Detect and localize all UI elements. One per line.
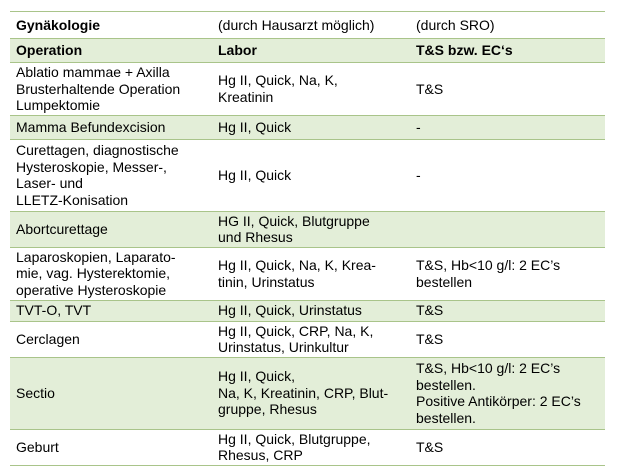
operation-cell [10, 321, 212, 357]
ts-cell [410, 139, 605, 211]
table-row [10, 247, 605, 300]
header-labor: Labor [212, 39, 410, 63]
cell-line: gruppe, Rhesus [218, 401, 317, 418]
cell-line: operative Hysteroskopie [16, 281, 167, 298]
cell-line: Hg II, Quick [218, 166, 292, 183]
cell-line: Kreatinin [218, 88, 274, 105]
table-row [10, 429, 605, 465]
cell-line: Na, K, Kreatinin, CRP, Blut- [218, 384, 389, 401]
operation-cell [10, 211, 212, 247]
cell-line: TVT-O, TVT [16, 302, 92, 319]
cell-line: Ablatio mammae + Axilla [16, 64, 170, 80]
labor-cell [212, 247, 410, 300]
operation-cell [10, 247, 212, 300]
cell-line: Rhesus, CRP [218, 447, 303, 463]
ts-cell [410, 321, 605, 357]
cell-line: Mamma Befundexcision [16, 118, 166, 135]
labor-source-note: (durch Hausarzt möglich) [212, 12, 410, 39]
labor-cell [212, 321, 410, 357]
cell-line: und Rhesus [218, 229, 293, 245]
cell-line: T&S, Hb<10 g/l: 2 EC’s [416, 257, 561, 273]
table-row [10, 300, 605, 321]
cell-line: Positive Antikörper: 2 EC’s [416, 393, 581, 409]
cell-line: LLETZ-Konisation [16, 191, 129, 208]
operation-cell [10, 63, 212, 116]
cell-line: mie, vag. Hysterektomie, [16, 265, 171, 282]
ts-cell [410, 115, 605, 139]
ts-cell [410, 247, 605, 300]
table-row [10, 139, 605, 211]
operation-cell [10, 300, 212, 321]
cell-line: tinin, Urinstatus [218, 273, 315, 290]
cell-line: Laser- und [16, 175, 83, 191]
ts-cell [410, 211, 605, 247]
cell-line: Hg II, Quick, Na, K, [218, 72, 338, 89]
cell-line: Sectio [16, 384, 55, 401]
ts-cell [410, 300, 605, 321]
cell-line: - [416, 166, 421, 183]
cell-line: Cerclagen [16, 330, 80, 347]
cell-line: Hg II, Quick, Na, K, Krea- [218, 257, 376, 273]
cell-line: - [416, 118, 421, 135]
operation-cell [10, 115, 212, 139]
operation-cell [10, 357, 212, 429]
cell-line: Urinstatus, Urinkultur [218, 339, 349, 355]
table-body [10, 12, 605, 466]
cell-line: Brusterhaltende Operation [16, 80, 181, 97]
cell-line: bestellen. [416, 409, 476, 426]
labor-cell [212, 63, 410, 116]
cell-line: T&S [416, 80, 444, 97]
labor-cell [212, 429, 410, 465]
table-row [10, 211, 605, 247]
section-title: Gynäkologie [10, 12, 212, 39]
header-operation: Operation [10, 39, 212, 63]
cell-line: Geburt [16, 438, 59, 455]
labor-cell [212, 211, 410, 247]
ts-cell [410, 357, 605, 429]
cell-line: bestellen [416, 273, 473, 290]
operation-cell [10, 139, 212, 211]
cell-line: Abortcurettage [16, 220, 108, 237]
labor-cell [212, 139, 410, 211]
table-row [10, 321, 605, 357]
title-row [10, 12, 605, 39]
cell-line: T&S [416, 330, 444, 347]
cell-line: Hg II, Quick, Blutgruppe, [218, 430, 371, 447]
cell-line: Hg II, Quick [218, 118, 292, 135]
table-row [10, 63, 605, 116]
table-row [10, 357, 605, 429]
ts-cell [410, 63, 605, 116]
ts-source-note: (durch SRO) [410, 12, 605, 39]
table-row [10, 115, 605, 139]
lab-requirements-table [10, 11, 605, 466]
cell-line: T&S, Hb<10 g/l: 2 EC’s [416, 360, 561, 376]
cell-line: Hg II, Quick, CRP, Na, K, [218, 322, 374, 339]
ts-cell [410, 429, 605, 465]
cell-line: Lumpektomie [16, 97, 101, 113]
cell-line: Laparoskopien, Laparato- [16, 248, 176, 265]
cell-line: Curettagen, diagnostische [16, 142, 179, 158]
header-row [10, 39, 605, 63]
cell-line: Hysteroskopie, Messer-, [16, 158, 167, 175]
cell-line: Hg II, Quick, [218, 368, 296, 385]
labor-cell [212, 300, 410, 321]
cell-line: Hg II, Quick, Urinstatus [218, 302, 362, 319]
operation-cell [10, 429, 212, 465]
cell-line: T&S [416, 438, 444, 455]
labor-cell [212, 357, 410, 429]
cell-line: T&S [416, 302, 444, 319]
header-ts: T&S bzw. EC‘s [410, 39, 605, 63]
cell-line: bestellen. [416, 376, 476, 393]
cell-line: HG II, Quick, Blutgruppe [218, 212, 370, 229]
labor-cell [212, 115, 410, 139]
